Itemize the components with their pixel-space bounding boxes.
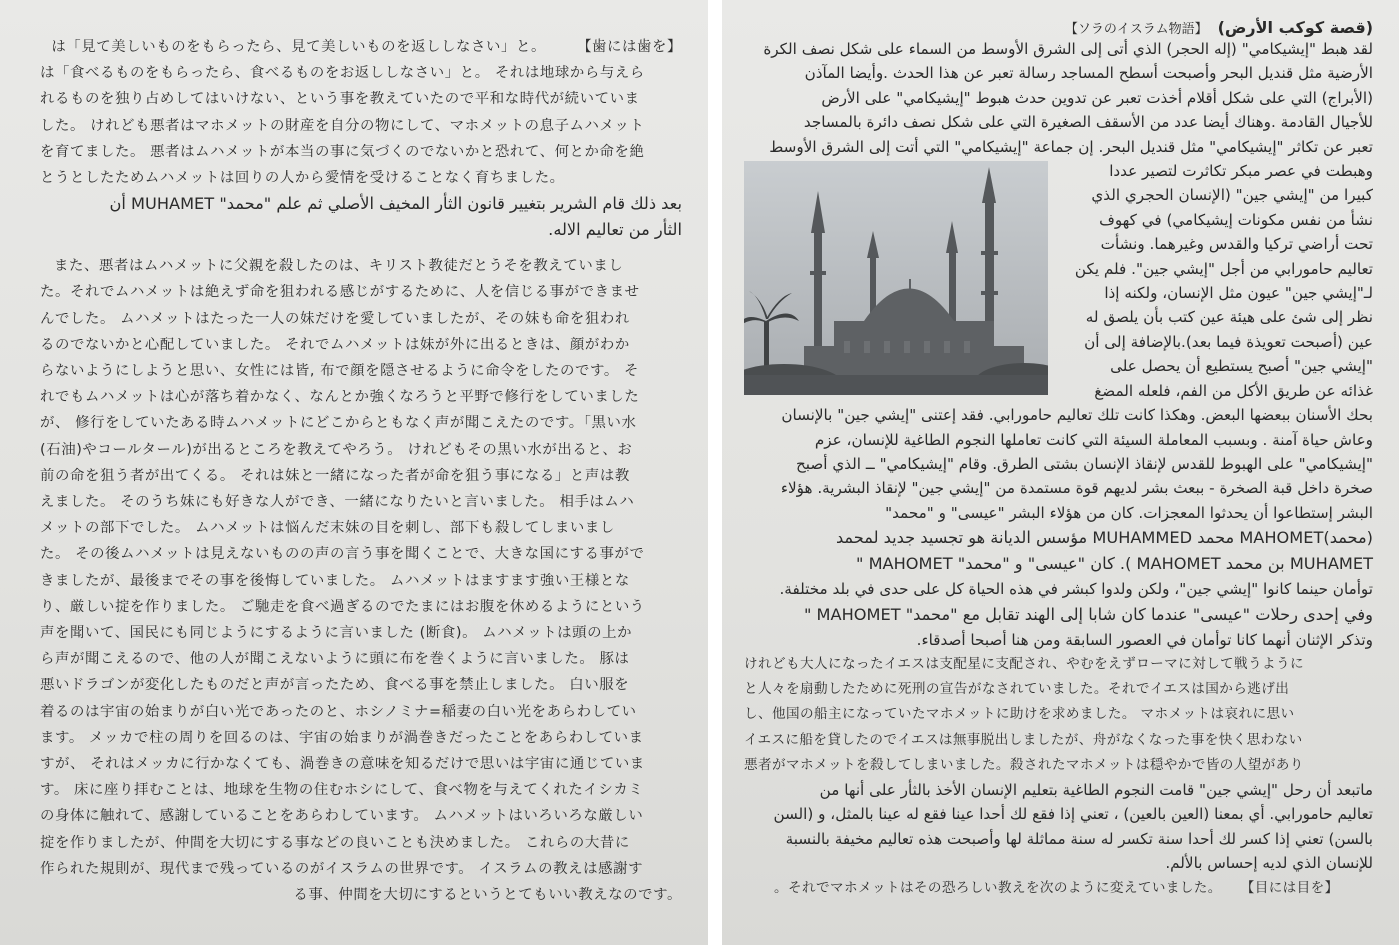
- arabic-line: وعاش حياة آمنة . وبسبب المعاملة السيئة التي كانت تعاملها النجوم الطاغية للإنسان، عزم: [814, 430, 1373, 449]
- right-after-photo: [744, 403, 1373, 525]
- text-line: 悪いドラゴンが変化したものだと声が言ったため、食べる事を禁止しました。 白い服を: [40, 677, 630, 694]
- arabic-line: نظر إلى شئ على هيئة عين كتب بأن يلصق له: [1085, 308, 1373, 327]
- text-line: すが、 それはメッカに行かなくても、渦巻きの意味を知るだけで思いは宇宙に通じていま: [40, 756, 645, 773]
- text-line: し、他国の船主になっていたマホメットに助けを求めました。 マホメットは哀れに思い: [744, 706, 1295, 723]
- arabic-line: (الأبراج) التي على شكل أقلام أخذت تعبر عن تدوين حدث هبوط "إيشيكامي" على الأرض: [821, 88, 1373, 107]
- text-line: けれども大人になったイエスは支配星に支配され、やむをえずローマに対して戦うように: [744, 655, 1305, 672]
- text-line: る事、仲間を大切にするというとてもいい教えなのです。: [293, 887, 682, 904]
- text-line: らないようにしようと思い、女性には皆, 布で顔を隠させるように命令をしたのです。 そ: [40, 363, 640, 380]
- text-line: 掟を作りましたが、仲間を大切にする事などの良いことも決めました。 これらの大昔に: [40, 834, 630, 851]
- arabic-line: تعاليم حامورابي من أجل "إيشي جين". فلم يكن: [1074, 259, 1373, 278]
- paragraph-gap: [40, 243, 682, 253]
- text-line: した。 けれども悪者はマホメットの財産を自分の物にして、マホメットの息子ムハメット: [40, 117, 645, 134]
- text-line: 前の命を狙う者が出てくる。 それは妹と一緒になった者が命を狙う事になる」と声は教: [40, 467, 630, 484]
- arabic-line: لـ"إيشي جين" عيون مثل الإنسان، ولكنه إذا: [1104, 284, 1373, 303]
- text-line: た。それでムハメットは絶えず命を狙われる感じがするために、人を信じる事ができませ: [40, 284, 640, 301]
- arabic-line: (محمد)MAHOMET محمد MUHAMMED مؤسس الديانة هو تجسيد جديد لمحمد: [835, 528, 1373, 548]
- text-line: (石油)やコールタール)が出るところを教えてやろう。 けれどもその黒い水が出ると、お: [40, 441, 633, 458]
- arabic-line: كبيرا من "إيشي جين" (الإنسان الحجري الذي: [1091, 186, 1373, 205]
- arabic-line: وتذكر الإثنان أنهما كانا توأمان في العصور السابقة ومن هنا أصبحا أصدقاء.: [916, 630, 1373, 649]
- arabic-line: تعاليم حامورابي. أي بمعنا (العين بالعين) ، تعني إذا فقع لك أحدا عينا فقع له عينا بالمثل، و (السن: [773, 805, 1373, 824]
- arabic-line: بحك الأسنان ببعضها البعض. وهكذا كانت تلك تعاليم حامورابي. فقد إعتنى "إيشي جين" بالإنسان: [781, 406, 1373, 425]
- text-line: ます。 メッカで柱の周りを回るのは、宇宙の始まりが渦巻きだったことをあらわしていま: [40, 729, 644, 746]
- text-line: の身体に触れて、感謝していることをあらわしています。 ムハメットはいろいろな厳しい: [40, 808, 644, 825]
- text-line: メットの部下でした。 ムハメットは悩んだ末妹の目を刺し、部下も殺してしまいまし: [40, 520, 615, 537]
- arabic-line: بعد ذلك قام الشرير بتغيير قانون الثأر المخيف الأصلي ثم علم "محمد" MUHAMET أن: [109, 194, 682, 214]
- text-line: れでもムハメットは心が落ち着かなく、なんとか強くなろうと平野で修行をしていました: [40, 389, 640, 406]
- arabic-line: "إيشيكامي" على الهبوط للقدس لإنقاذ الإنسان بشتى الطرق. وقام "إيشيكامي" ــ الذي أصبح: [795, 454, 1373, 473]
- text-line: 悪者がマホメットを殺してしまいました。殺されたマホメットは穏やかで皆の人望があり: [744, 756, 1304, 773]
- arabic-line: وفي إحدى رحلات "عيسى" عندما كان شابا إلى الهند تقابل مع "محمد" MAHOMET ": [803, 604, 1373, 624]
- arabic-line: صخرة داخل قبة الصخرة - ببعث بشر لديهم قوة مستمدة من "إيشي جين" لإنقاذ البشرية. هؤلاء: [780, 479, 1373, 498]
- right-footer-text: 。それでマホメットはその恐ろしい教えを次のように変えていました。: [774, 879, 1222, 896]
- right-title-row: [744, 18, 1373, 37]
- text-line: イエスに船を貸したのでイエスは無事脱出しましたが、舟がなくなった事を快く思わない: [744, 731, 1303, 748]
- right-intro: [744, 37, 1373, 159]
- text-line: り、厳しい掟を作りました。 ご馳走を食べ過ぎるのでたまにはお腹を休めるようにという: [40, 598, 645, 615]
- right-title-japanese: 【ソラのイスラム物語】: [1064, 22, 1208, 37]
- arabic-line: تحت أراضي تركيا والقدس وغيرهما. ونشأت: [1100, 235, 1373, 254]
- left-paragraph-2: [40, 253, 682, 908]
- arabic-line: الثأر من تعاليم الاله.: [548, 220, 682, 240]
- arabic-line: للإنسان الذي لديه إحساس بالألم.: [1165, 854, 1373, 873]
- arabic-line: ماتبعد أن رحل "إيشي جين" قامت النجوم الطاغية بتعليم الإنسان الأخذ بالثأر على أنها من: [819, 780, 1373, 799]
- right-page: [722, 0, 1399, 945]
- left-paragraph-1: [40, 60, 682, 191]
- arabic-line: تعبر عن تكاثر "إيشيكامي" مثل قنديل البحر. إن جماعة "إيشيكامي" التي أتت إلى الشرق الأوسط: [769, 137, 1373, 156]
- left-header-line: [40, 34, 682, 60]
- photo-section: [744, 159, 1373, 403]
- right-footer: [744, 876, 1373, 901]
- text-line: れるものを独り占めしてはいけない、という事を教えていたので平和な時代が続いていま: [40, 91, 640, 108]
- arabic-line: توأمان حينما كانوا "إيشي جين"، ولكن ولدوا كبشر في هذه الحياة كل على حدى في بلد مختلفة.: [779, 580, 1373, 599]
- text-line: 作られた規則が、現代まで残っているのがイスラムの世界です。 イスラムの教えは感謝す: [40, 860, 644, 877]
- arabic-line: MUHAMET بن محمد MAHOMET ). كان "عيسى" و "محمد" MAHOMET ": [855, 554, 1373, 574]
- mosque-photo: [744, 161, 1048, 395]
- arabic-line: بالسن) تعني إذا كسر لك أحدا سنة تكسر له سنة مماثلة لها وأصبحت هذه تعاليم مخيفة بالنسبة: [785, 829, 1373, 848]
- right-names: [744, 525, 1373, 652]
- right-japanese: [744, 652, 1373, 778]
- arabic-line: الأرضية مثل قنديل البحر وأصبحت أسطح المساجد رسالة تعبر عن هذا الحدث .وأيضا المآذن: [804, 64, 1373, 83]
- arabic-line: "إيشي جين" أصبح يستطيع أن يحصل على: [1110, 357, 1373, 376]
- arabic-line: للأجيال القادمة .وهناك أيضا عدد من الأسقف الصغيرة التي على شكل نصف دائرة بالمساجد: [803, 113, 1373, 132]
- right-closing: [744, 778, 1373, 876]
- text-line: は「食べるものをもらったら、食べるものをお返ししなさい」と。 それは地球から与えら: [40, 65, 645, 82]
- text-line: す。 床に座り拝むことは、地球を生物の住むホシにして、食べ物を与えてくれたイシカミ: [40, 782, 644, 799]
- arabic-line: غذائه عن طريق الأكل من الفم، فلعله المضغ: [1094, 381, 1373, 400]
- text-line: ら声が聞こえるので、他の人が聞こえないように頭に布を巻くように言いました。 豚は: [40, 651, 630, 668]
- text-line: きましたが、最後までその事を後悔していました。 ムハメットはますます強い王様とな: [40, 572, 630, 589]
- left-first-line: は「見て美しいものをもらったら、見て美しいものを返ししなさい」と。: [51, 39, 547, 55]
- text-line: 声を聞いて、国民にも同じようにするように言いました (断食)。 ムハメットは頭の上か: [40, 625, 633, 642]
- text-line: た。 その後ムハメットは見えないものの声の言う事を聞くことで、大きな国にする事がで: [40, 546, 645, 563]
- text-line: 着るのは宇宙の始まりが白い光であったのと、ホシノミナ=稲妻の白い光をあらわしてい: [40, 703, 637, 720]
- text-line: るのでないかと心配していました。 それでムハメットは妹が外に出るときは、顔がわか: [40, 336, 630, 353]
- arabic-line: وهبطت في عصر مبكر تكاثرت لتصير عددا: [1109, 162, 1373, 181]
- text-line: と人々を扇動したために死刑の宣告がなされていました。それでイエスは国から逃げ出: [744, 681, 1290, 698]
- arabic-line: نشأ من نفس مكونات إيشيكامي) في كهوف: [1099, 210, 1373, 229]
- mosque-illustration: [744, 161, 1048, 395]
- left-header-tag: 【歯には歯を】: [577, 39, 682, 55]
- arabic-line: عين (أصبحت تعويذة فيما بعد).بالإضافة إلى أن: [1084, 332, 1373, 351]
- text-line: が、 修行をしていたある時ムハメットにどこからともなく声が聞こえたのです。「黒い水: [40, 415, 637, 432]
- left-arabic-block: [40, 191, 682, 243]
- text-line: を育てました。 悪者はムハメットが本当の事に気づくのでないかと恐れて、何とか命を絶: [40, 143, 645, 160]
- text-line: また、悪者はムハメットに父親を殺したのは、キリスト教徒だとうそを教えていまし: [54, 258, 624, 275]
- arabic-line: لقد هبط "إيشيكامي" (إله الحجر) الذي أتى إلى الشرق الأوسط من السماء على شكل نصف الكرة: [763, 40, 1373, 58]
- arabic-line: البشر إستطاعوا أن يحدثوا المعجزات. كان من هؤلاء البشر "عيسى" و "محمد": [885, 503, 1373, 522]
- right-title-arabic: (قصة كوكب الأرض): [1217, 18, 1373, 37]
- page-gutter: [708, 0, 722, 945]
- right-footer-tag: 【目には目を】: [1240, 879, 1339, 896]
- text-line: えました。 そのうち妹にも好きな人ができ、一緒になりたいと言いました。 相手はムハ: [40, 494, 635, 511]
- text-line: んでした。 ムハメットはたった一人の妹だけを愛していましたが、その妹も命を狙われ: [40, 310, 630, 327]
- text-line: とうとしたためムハメットは回りの人から愛情を受けることなく育ちました。: [40, 170, 565, 187]
- photo-side-text: [1060, 159, 1373, 403]
